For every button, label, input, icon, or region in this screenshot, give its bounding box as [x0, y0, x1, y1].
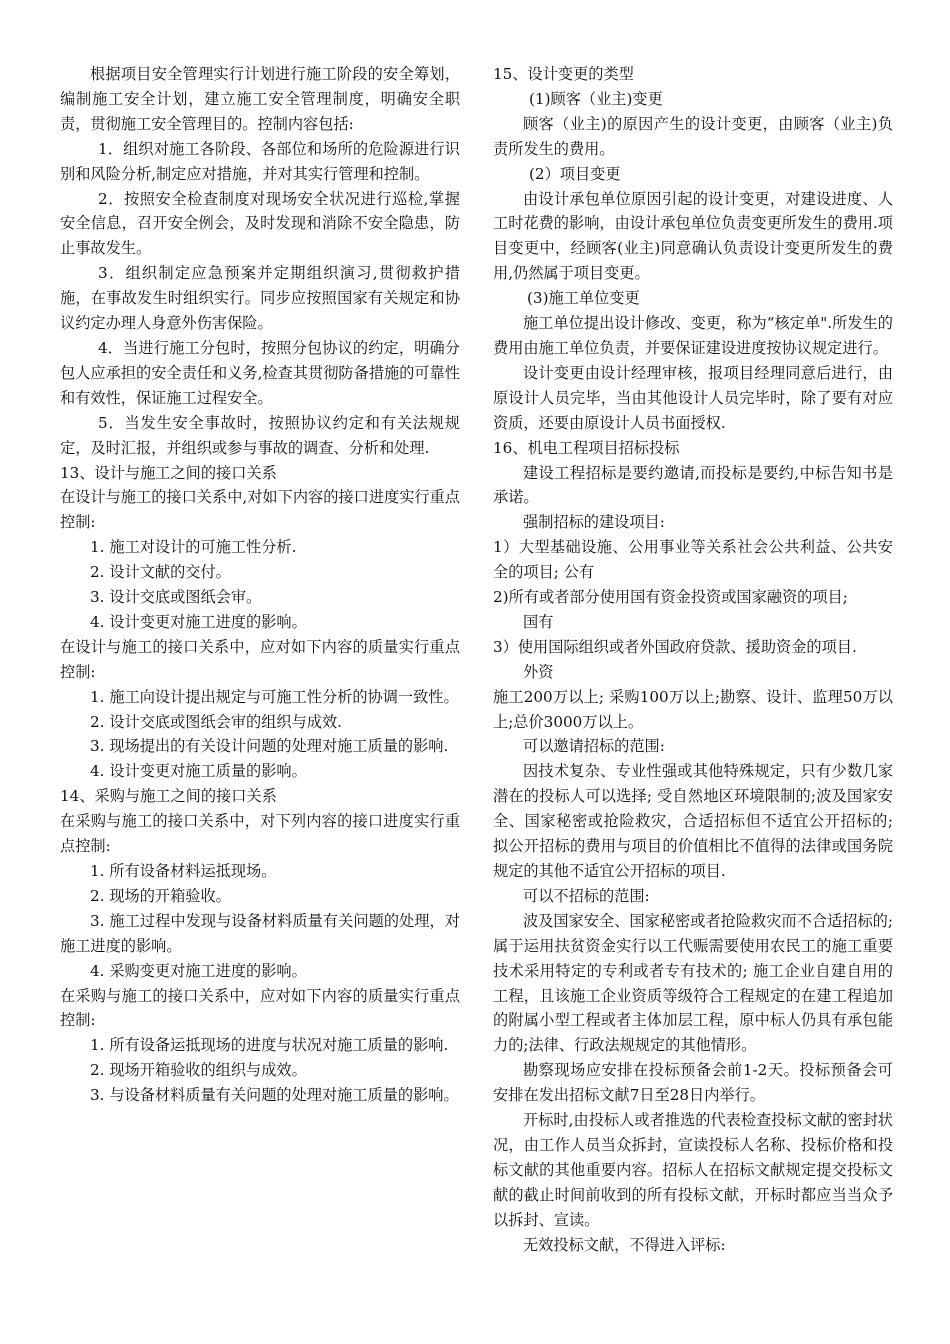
design-change-approval-paragraph: 设计变更由设计经理审核，报项目经理同意后进行，由原设计人员完毕，当由其他设计人员完毕时，除了要有对应资质，还要由原设计人员书面授权. [493, 363, 893, 432]
list-item: 4. 采购变更对施工进度的影响。 [90, 961, 307, 980]
list-item: 3. 施工过程中发现与设备材料质量有关问题的处理，对施工进度的影响。 [60, 911, 460, 955]
safety-item-2: 2．按照安全检查制度对现场安全状况进行巡检,掌握安全信息，召开安全例会，及时发现和消除不安全隐患，防止事故发生。 [60, 189, 460, 258]
list-item: 2. 设计文献的交付。 [90, 563, 231, 582]
contractor-change-paragraph: 施工单位提出设计修改、变更，称为“核定单".所发生的费用由施工单位负责，并要保证建设进度按协议规定进行。 [493, 314, 893, 357]
safety-intro-paragraph: 根据项目安全管理实行计划进行施工阶段的安全筹划，编制施工安全计划，建立施工安全管理制度，明确安全职责，贯彻施工安全管理目的。控制内容包括: [60, 65, 460, 133]
list-item: 1. 施工对设计的可施工性分析. [90, 538, 297, 557]
invited-tender-paragraph: 因技术复杂、专业性强或其他特殊规定，只有少数几家潜在的投标人可以选择; 受自然地区环境限制的;波及国家安全、国家秘密或抢险救灾，合适招标但不适宜公开招标的; 拟公开招标的费用与项目的价值相比不值得的法律或国务院规定的其他不适宜公开招标的项目. [493, 762, 893, 880]
section-14-heading: 14、采购与施工之间的接口关系 [60, 787, 277, 806]
procurement-construction-progress-intro: 在采购与施工的接口关系中，对下列内容的接口进度实行重点控制: [60, 812, 460, 856]
list-item: 1. 所有设备材料运抵现场。 [90, 862, 277, 880]
left-column [60, 62, 460, 1108]
subheading-client-change: (1)顾客（业主)变更 [529, 89, 663, 108]
tender-definition-paragraph: 建设工程招标是要约邀请,而投标是要约,中标告知书是承诺。 [493, 463, 893, 507]
tender-thresholds-paragraph: 施工200万以上; 采购100万以上;勘察、设计、监理50万以上;总价3000万以上。 [493, 687, 893, 731]
section-16-heading: 16、机电工程项目招标投标 [493, 438, 680, 457]
safety-item-5: 5．当发生安全事故时，按照协议约定和有关法规规定，及时汇报，并组织或参与事故的调查、分析和处理. [60, 413, 460, 457]
list-item: 3. 设计交底或图纸会审。 [90, 588, 262, 607]
project-change-paragraph: 由设计承包单位原因引起的设计变更，对建设进度、人工时花费的影响，由设计承包单位负责变更所发生的费用.项目变更中，经顾客(业主)同意确认负责设计变更所发生的费用,仍然属于项目变更。 [493, 189, 893, 283]
safety-item-3: 3．组织制定应急预案并定期组织演习,贯彻救护措施，在事故发生时组织实行。同步应按照国家有关规定和协议约定办理人身意外伤害保险。 [60, 264, 460, 333]
list-item: 2. 现场的开箱验收。 [90, 886, 231, 905]
bid-opening-paragraph: 开标时,由投标人或者推选的代表检查投标文献的密封状况，由工作人员当众拆封，宣读投标人名称、投标价格和投标文献的其他重要内容。招标人在招标文献规定提交投标文献的截止时间前收到的所有投标文献，开标时都应当当众予以拆封、宣读。 [493, 1111, 893, 1229]
site-survey-paragraph: 勘察现场应安排在投标预备会前1-2天。投标预备会可安排在发出招标文献7日至28日内举行。 [493, 1061, 893, 1105]
right-column [493, 62, 893, 1258]
procurement-construction-quality-intro: 在采购与施工的接口关系中，应对如下内容的质量实行重点控制: [60, 986, 460, 1030]
safety-item-4: 4．当进行施工分包时，按照分包协议的约定，明确分包人应承担的安全责任和义务,检查其贯彻防备措施的可靠性和有效性，保证施工过程安全。 [60, 338, 460, 407]
subheading-contractor-change: (3)施工单位变更 [527, 289, 640, 308]
list-item: 3. 与设备材料质量有关问题的处理对施工质量的影响。 [90, 1086, 459, 1105]
invited-tender-heading: 可以邀请招标的范围: [523, 737, 665, 756]
section-13-heading: 13、设计与施工之间的接口关系 [60, 463, 277, 482]
mandatory-item-2: 2)所有或者部分使用国有资金投资或国家融资的项目; [493, 588, 848, 607]
mandatory-tender-heading: 强制招标的建设项目: [523, 513, 665, 532]
invalid-bid-heading: 无效投标文献，不得进入评标: [523, 1235, 726, 1254]
no-tender-heading: 可以不招标的范围: [523, 886, 650, 905]
mandatory-item-1: 1）大型基础设施、公用事业等关系社会公共利益、公共安全的项目; 公有 [493, 538, 893, 582]
mandatory-item-3-note: 外资 [523, 662, 554, 681]
design-construction-progress-intro: 在设计与施工的接口关系中,对如下内容的接口进度实行重点控制: [60, 488, 460, 532]
safety-item-1: 1．组织对施工各阶段、各部位和场所的危险源进行识别和风险分析,制定应对措施，并对其实行管理和控制。 [60, 139, 460, 183]
list-item: 2. 设计交底或图纸会审的组织与成效. [90, 712, 342, 731]
no-tender-paragraph: 波及国家安全、国家秘密或者抢险救灾而不合适招标的; 属于运用扶贫资金实行以工代赈需要使用农民工的施工重要技术采用特定的专利或者专有技术的; 施工企业自建自用的工程，且该施工企业资质等级符合工程规定的在建工程追加的附属小型工程或者主体加层工程，原中标人仍具有承包能力的;法律、行政法规规定的其他情形。 [493, 911, 893, 1055]
mandatory-item-3: 3）使用国际组织或者外国政府贷款、援助资金的项目. [493, 637, 857, 656]
list-item: 1. 所有设备运抵现场的进度与状况对施工质量的影响. [90, 1036, 449, 1055]
design-construction-quality-intro: 在设计与施工的接口关系中，应对如下内容的质量实行重点控制: [60, 637, 460, 681]
mandatory-item-2-note: 国有 [523, 612, 554, 631]
list-item: 2. 现场开箱验收的组织与成效。 [90, 1061, 307, 1080]
list-item: 4. 设计变更对施工质量的影响。 [90, 762, 307, 781]
subheading-project-change: (2）项目变更 [529, 164, 621, 183]
list-item: 4. 设计变更对施工进度的影响。 [90, 612, 307, 631]
list-item: 3. 现场提出的有关设计问题的处理对施工质量的影响. [90, 737, 449, 756]
client-change-paragraph: 顾客（业主)的原因产生的设计变更，由顾客（业主)负责所发生的费用。 [493, 114, 893, 158]
section-15-heading: 15、设计变更的类型 [493, 65, 634, 83]
list-item: 1. 施工向设计提出规定与可施工性分析的协调一致性。 [90, 687, 459, 706]
